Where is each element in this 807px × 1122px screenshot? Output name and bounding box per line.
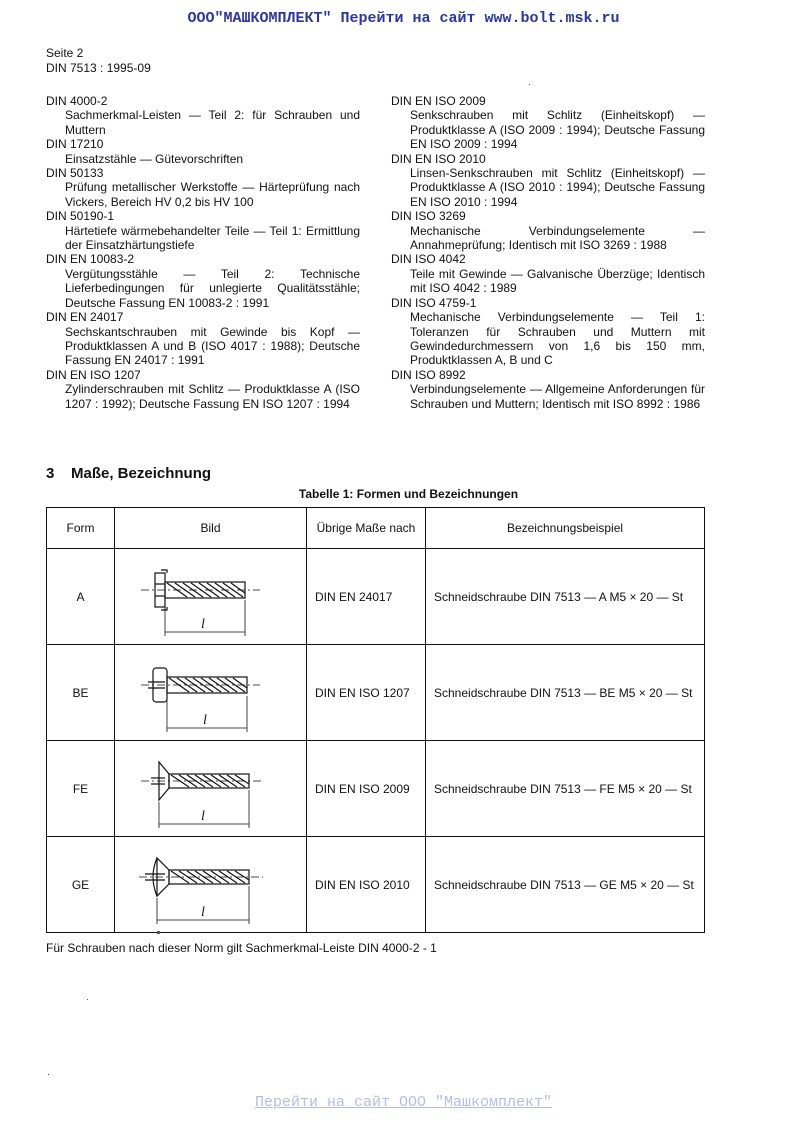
norm-cell: DIN EN ISO 1207 (307, 645, 426, 741)
form-cell: BE (47, 645, 115, 741)
scan-speck (529, 84, 530, 85)
length-label: l (201, 904, 205, 920)
table-row (47, 837, 705, 933)
bild-cell (115, 549, 307, 645)
reference-entry (46, 137, 360, 166)
reference-entry (391, 209, 705, 252)
example-cell: Schneidschraube DIN 7513 — BE M5 × 20 — St (426, 645, 705, 741)
reference-entry (391, 152, 705, 210)
reference-entry (391, 252, 705, 295)
reference-code: DIN ISO 4042 (391, 252, 466, 267)
example-cell: Schneidschraube DIN 7513 — GE M5 × 20 — St (426, 837, 705, 933)
form-cell: A (47, 549, 115, 645)
bottom-banner-link[interactable]: Перейти на сайт ООО "Машкомплект" (254, 1094, 553, 1111)
header-other-dims: Übrige Maße nach (307, 508, 426, 549)
forms-table (46, 507, 705, 933)
header-example: Bezeichnungsbeispiel (426, 508, 705, 549)
reference-entry (46, 209, 360, 252)
reference-entry (46, 252, 360, 310)
reference-description: Zylinderschrauben mit Schlitz — Produktklasse A (ISO 1207 : 1992); Deutsche Fassung EN ISO 1207 : 1994 (65, 382, 360, 411)
bild-cell (115, 741, 307, 837)
table-caption: Tabelle 1: Formen und Bezeichnungen (298, 487, 519, 501)
table-row (47, 645, 705, 741)
reference-entry (46, 94, 360, 137)
form-cell: FE (47, 741, 115, 837)
norm-cell: DIN EN ISO 2009 (307, 741, 426, 837)
reference-entry (391, 368, 705, 411)
header-bild: Bild (115, 508, 307, 549)
section-title: Maße, Bezeichnung (71, 465, 212, 482)
reference-description: Vergütungsstähle — Teil 2: Technische Lieferbedingungen für unlegierte Qualitätsstähle; Deutsche Fassung EN 10083-2 : 1991 (65, 266, 360, 310)
document-id: DIN 7513 : 1995-09 (46, 61, 151, 75)
reference-code: DIN EN 24017 (46, 310, 124, 325)
header-form: Form (47, 508, 115, 549)
table-header-row (47, 508, 705, 549)
scan-speck (157, 931, 160, 934)
table-row (47, 549, 705, 645)
reference-code: DIN 50190-1 (46, 209, 115, 224)
length-label: l (201, 808, 205, 824)
countersunk-screw-drawing (115, 742, 305, 836)
scan-speck (48, 1074, 49, 1075)
table-row (47, 741, 705, 837)
reference-description: Mechanische Verbindungselemente — Annahmeprüfung; Identisch mit ISO 3269 : 1988 (410, 223, 705, 253)
section-heading (46, 465, 211, 482)
norm-cell: DIN EN ISO 2010 (307, 837, 426, 933)
reference-code: DIN ISO 4759-1 (391, 295, 477, 310)
reference-code: DIN 50133 (46, 166, 104, 181)
reference-code: DIN ISO 8992 (391, 367, 466, 382)
norm-cell: DIN EN 24017 (307, 549, 426, 645)
scan-speck (87, 999, 88, 1000)
reference-description: Linsen-Senkschrauben mit Schlitz (Einheitskopf) — Produktklasse A (ISO 2010 : 1994); Deutsche Fassung EN ISO 2010 : 1994 (410, 166, 705, 209)
section-number: 3 (46, 465, 55, 482)
references-left-column (46, 94, 360, 411)
reference-entry (391, 94, 705, 152)
reference-code: DIN EN 10083-2 (46, 252, 135, 267)
footnote: Für Schrauben nach dieser Norm gilt Sachmerkmal-Leiste DIN 4000-2 - 1 (46, 941, 437, 955)
length-label: l (203, 712, 207, 728)
reference-code: DIN EN ISO 2010 (391, 151, 486, 166)
example-cell: Schneidschraube DIN 7513 — FE M5 × 20 — St (426, 741, 705, 837)
page-header (46, 46, 151, 76)
reference-description: Einsatzstähle — Gütevorschriften (65, 151, 244, 166)
reference-description: Härtetiefe wärmebehandelter Teile — Teil 1: Ermittlung der Einsatzhärtungstiefe (65, 223, 360, 253)
reference-description: Mechanische Verbindungselemente — Teil 1: Toleranzen für Schrauben und Muttern mit Gewindedurchmessern von 1,6 bis 150 mm, Produktklassen A, B und C (410, 310, 705, 368)
reference-entry (391, 296, 705, 368)
reference-code: DIN EN ISO 2009 (391, 94, 486, 108)
raised-countersunk-screw-drawing (115, 838, 305, 932)
reference-entry (46, 310, 360, 368)
reference-code: DIN 4000-2 (46, 94, 108, 108)
top-banner-link[interactable]: ООО"МАШКОМПЛЕКТ" Перейти на сайт www.bolt.msk.ru (187, 10, 620, 27)
length-label: l (201, 616, 205, 632)
reference-description: Sechskantschrauben mit Gewinde bis Kopf — Produktklassen A und B (ISO 4017 : 1988); Deutsche Fassung EN 24017 : 1991 (65, 324, 360, 368)
hex-head-screw-drawing (115, 550, 305, 644)
reference-description: Senkschrauben mit Schlitz (Einheitskopf) — Produktklasse A (ISO 2009 : 1994); Deutsche Fassung EN ISO 2009 : 1994 (410, 108, 705, 152)
reference-code: DIN ISO 3269 (391, 209, 466, 224)
reference-entry (46, 166, 360, 209)
reference-description: Sachmerkmal-Leisten — Teil 2: für Schrauben und Muttern (65, 108, 360, 137)
reference-code: DIN EN ISO 1207 (46, 367, 141, 382)
example-cell: Schneidschraube DIN 7513 — A M5 × 20 — St (426, 549, 705, 645)
reference-description: Prüfung metallischer Werkstoffe — Härteprüfung nach Vickers, Bereich HV 0,2 bis HV 100 (65, 180, 360, 209)
reference-entry (46, 368, 360, 411)
reference-description: Teile mit Gewinde — Galvanische Überzüge; Identisch mit ISO 4042 : 1989 (410, 266, 705, 296)
bild-cell (115, 645, 307, 741)
page-number: Seite 2 (46, 46, 84, 60)
cheese-head-screw-drawing (115, 646, 305, 740)
reference-description: Verbindungselemente — Allgemeine Anforderungen für Schrauben und Muttern; Identisch mit ISO 8992 : 1986 (410, 382, 705, 411)
bild-cell (115, 837, 307, 933)
form-cell: GE (47, 837, 115, 933)
reference-code: DIN 17210 (46, 137, 104, 152)
references-right-column (391, 94, 705, 411)
